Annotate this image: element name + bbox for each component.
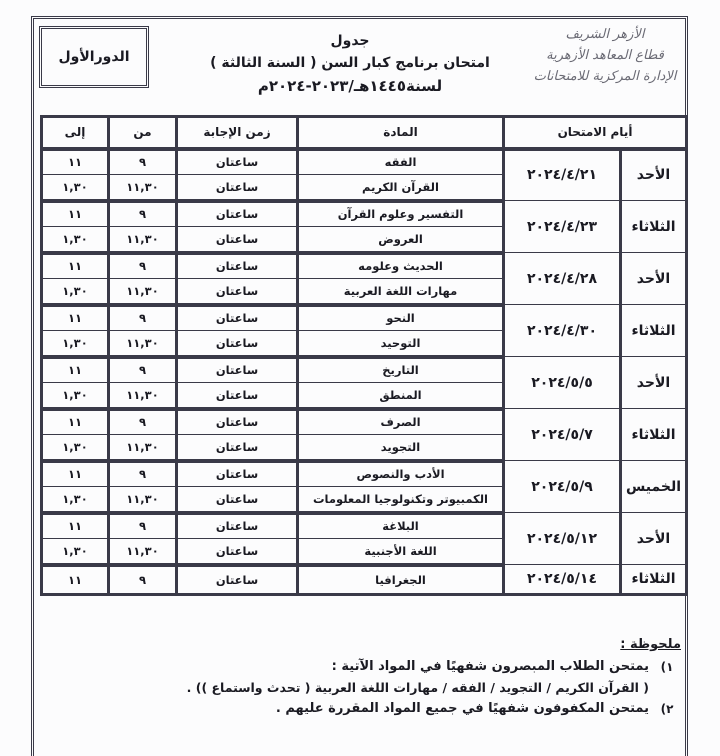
table-row xyxy=(42,409,687,435)
subject-cell: المنطق xyxy=(298,383,504,409)
duration-cell: ساعتان xyxy=(177,305,298,331)
duration-cell: ساعتان xyxy=(177,253,298,279)
exam-date: ٢٠٢٤/٤/٣٠ xyxy=(504,305,621,357)
exam-date: ٢٠٢٤/٤/٢٨ xyxy=(504,253,621,305)
exam-date: ٢٠٢٤/٥/١٤ xyxy=(504,565,621,595)
to-cell: ١,٣٠ xyxy=(42,435,109,461)
note-text: يمتحن الطلاب المبصرون شفهيًا في المواد الآتية : xyxy=(331,659,649,674)
document-subtitle: امتحان برنامج كبار السن ( السنة الثالثة ) xyxy=(210,55,490,71)
to-cell: ١١ xyxy=(42,201,109,227)
subject-cell: الأدب والنصوص xyxy=(298,461,504,487)
exam-day: الخميس xyxy=(621,461,687,513)
from-cell: ٩ xyxy=(109,201,177,227)
duration-cell: ساعتان xyxy=(177,279,298,305)
note-number: ١) xyxy=(660,660,674,674)
from-cell: ١١,٣٠ xyxy=(109,175,177,201)
from-cell: ١١,٣٠ xyxy=(109,383,177,409)
to-cell: ١١ xyxy=(42,149,109,175)
to-cell: ١١ xyxy=(42,357,109,383)
from-cell: ١١,٣٠ xyxy=(109,331,177,357)
logo-line-2: قطاع المعاهد الأزهرية xyxy=(546,48,664,63)
exam-date: ٢٠٢٤/٥/٧ xyxy=(504,409,621,461)
note-item xyxy=(40,698,685,720)
title-block xyxy=(200,30,500,98)
exam-date: ٢٠٢٤/٥/١٢ xyxy=(504,513,621,565)
to-cell: ١,٣٠ xyxy=(42,383,109,409)
subject-cell: الصرف xyxy=(298,409,504,435)
to-cell: ١١ xyxy=(42,409,109,435)
from-cell: ٩ xyxy=(109,357,177,383)
header-from: من xyxy=(109,117,177,149)
to-cell: ١,٣٠ xyxy=(42,539,109,565)
note-subtext: ( القرآن الكريم / التجويد / الفقه / مهارات اللغة العربية ( تحدث واستماع )) . xyxy=(186,680,649,695)
from-cell: ١١,٣٠ xyxy=(109,539,177,565)
institution-logo-text xyxy=(530,24,680,87)
from-cell: ١١,٣٠ xyxy=(109,279,177,305)
table-header-row xyxy=(42,117,687,149)
exam-round-box xyxy=(39,26,149,88)
to-cell: ١١ xyxy=(42,253,109,279)
exam-day: الأحد xyxy=(621,513,687,565)
duration-cell: ساعتان xyxy=(177,487,298,513)
from-cell: ٩ xyxy=(109,565,177,595)
exam-date: ٢٠٢٤/٤/٢١ xyxy=(504,149,621,201)
subject-cell: الحديث وعلومه xyxy=(298,253,504,279)
from-cell: ١١,٣٠ xyxy=(109,227,177,253)
table-row xyxy=(42,513,687,539)
exam-day: الثلاثاء xyxy=(621,409,687,461)
exam-day: الثلاثاء xyxy=(621,305,687,357)
subject-cell: النحو xyxy=(298,305,504,331)
to-cell: ١,٣٠ xyxy=(42,175,109,201)
table-row xyxy=(42,149,687,175)
header-duration: زمن الإجابة xyxy=(177,117,298,149)
duration-cell: ساعتان xyxy=(177,331,298,357)
from-cell: ١١,٣٠ xyxy=(109,487,177,513)
subject-cell: الفقه xyxy=(298,149,504,175)
exam-date: ٢٠٢٤/٥/٥ xyxy=(504,357,621,409)
subject-cell: التاريخ xyxy=(298,357,504,383)
subject-cell: الكمبيوتر وتكنولوجيا المعلومات xyxy=(298,487,504,513)
table-row xyxy=(42,253,687,279)
to-cell: ١,٣٠ xyxy=(42,227,109,253)
table-row xyxy=(42,201,687,227)
exam-round-label: الدورالأول xyxy=(58,49,130,65)
exam-day: الثلاثاء xyxy=(621,565,687,595)
duration-cell: ساعتان xyxy=(177,513,298,539)
to-cell: ١,٣٠ xyxy=(42,487,109,513)
header-exam-days: أيام الامتحان xyxy=(504,117,687,149)
exam-date: ٢٠٢٤/٥/٩ xyxy=(504,461,621,513)
subject-cell: التفسير وعلوم القرآن xyxy=(298,201,504,227)
subject-cell: البلاغة xyxy=(298,513,504,539)
subject-cell: مهارات اللغة العربية xyxy=(298,279,504,305)
notes-section xyxy=(40,634,685,720)
to-cell: ١١ xyxy=(42,461,109,487)
duration-cell: ساعتان xyxy=(177,565,298,595)
academic-year: لسنة١٤٤٥هـ/٢٠٢٣-٢٠٢٤م xyxy=(257,77,443,95)
from-cell: ٩ xyxy=(109,305,177,331)
duration-cell: ساعتان xyxy=(177,175,298,201)
exam-date: ٢٠٢٤/٤/٢٣ xyxy=(504,201,621,253)
logo-line-3: الإدارة المركزية للامتحانات xyxy=(533,69,677,84)
note-item xyxy=(40,656,685,678)
to-cell: ١,٣٠ xyxy=(42,331,109,357)
to-cell: ١١ xyxy=(42,565,109,595)
duration-cell: ساعتان xyxy=(177,357,298,383)
from-cell: ١١,٣٠ xyxy=(109,435,177,461)
header-subject: المادة xyxy=(298,117,504,149)
note-text: يمتحن المكفوفون شفهيًا في جميع المواد المقررة عليهم . xyxy=(275,701,649,716)
subject-cell: التوحيد xyxy=(298,331,504,357)
duration-cell: ساعتان xyxy=(177,201,298,227)
exam-day: الثلاثاء xyxy=(621,201,687,253)
notes-heading: ملحوظة : xyxy=(620,637,681,652)
subject-cell: التجويد xyxy=(298,435,504,461)
subject-cell: القرآن الكريم xyxy=(298,175,504,201)
note-number: ٢) xyxy=(660,702,674,716)
logo-line-1: الأزهر الشريف xyxy=(565,27,645,42)
from-cell: ٩ xyxy=(109,409,177,435)
from-cell: ٩ xyxy=(109,149,177,175)
table-row xyxy=(42,565,687,595)
table-row xyxy=(42,461,687,487)
subject-cell: الجغرافيا xyxy=(298,565,504,595)
duration-cell: ساعتان xyxy=(177,461,298,487)
duration-cell: ساعتان xyxy=(177,409,298,435)
duration-cell: ساعتان xyxy=(177,227,298,253)
document-title: جدول xyxy=(330,33,370,49)
to-cell: ١١ xyxy=(42,305,109,331)
to-cell: ١١ xyxy=(42,513,109,539)
from-cell: ٩ xyxy=(109,253,177,279)
duration-cell: ساعتان xyxy=(177,539,298,565)
duration-cell: ساعتان xyxy=(177,149,298,175)
exam-day: الأحد xyxy=(621,357,687,409)
subject-cell: العروض xyxy=(298,227,504,253)
table-row xyxy=(42,357,687,383)
table-row xyxy=(42,305,687,331)
header-to: إلى xyxy=(42,117,109,149)
subject-cell: اللغة الأجنبية xyxy=(298,539,504,565)
duration-cell: ساعتان xyxy=(177,435,298,461)
exam-day: الأحد xyxy=(621,253,687,305)
from-cell: ٩ xyxy=(109,461,177,487)
from-cell: ٩ xyxy=(109,513,177,539)
to-cell: ١,٣٠ xyxy=(42,279,109,305)
exam-day: الأحد xyxy=(621,149,687,201)
exam-schedule-table xyxy=(40,115,688,596)
duration-cell: ساعتان xyxy=(177,383,298,409)
